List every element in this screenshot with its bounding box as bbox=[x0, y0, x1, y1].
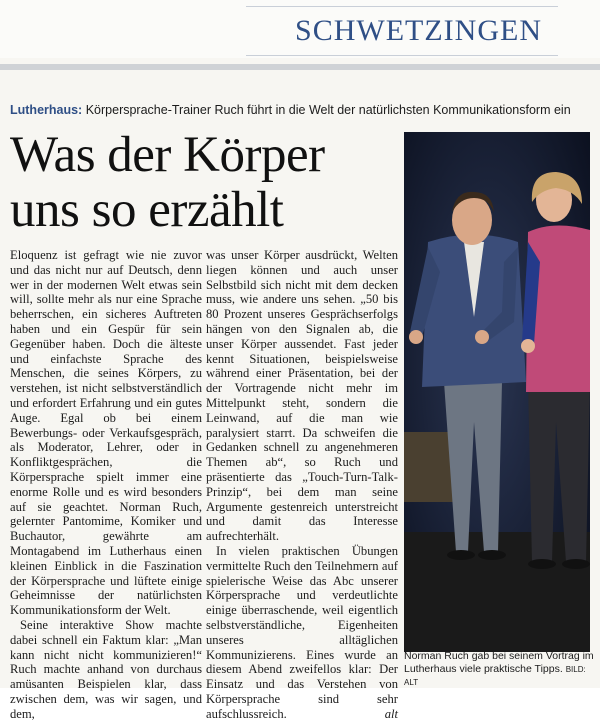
kicker-text: Körpersprache-Trainer Ruch führt in die Welt der natürlichsten Kommunikationsform ein bbox=[82, 103, 571, 117]
section-title: SCHWETZINGEN bbox=[295, 14, 542, 47]
article-headline: Was der Körper uns so erzählt bbox=[10, 127, 325, 238]
paragraph: Seine interaktive Show machte dabei schnell ein Faktum klar: „Man kann nicht nicht kommunizieren!“ Ruch machte anhand von durchaus amüsanten Beispielen klar, dass zwischen dem, was wir sagen, und dem, bbox=[10, 617, 202, 721]
kicker-label: Lutherhaus: bbox=[10, 103, 83, 117]
author-initials: alt bbox=[384, 706, 398, 721]
photo-illustration bbox=[404, 132, 590, 652]
article-column-1 bbox=[10, 248, 202, 722]
caption-text: Norman Ruch gab bei seinem Vortrag im Lutherhaus viele praktische Tipps. bbox=[404, 650, 594, 675]
masthead bbox=[0, 0, 600, 58]
paragraph: was unser Körper ausdrückt, Welten liegen können und auch unser Selbstbild sich nicht mit dem decken muss, wie andere uns sehen. „50 bis 80 Prozent unseres Gesprächserfolgs hängen von den Signalen ab, die unser Körper aussendet. Fast jeder kennt Situationen, beispielsweise während einer Präsentation, bei der der Vortragende nicht mehr im Mittelpunkt steht, sondern die Leinwand, auf die man wie paralysiert starrt. Da schweifen die Gedanken schnell zu angenehmeren Themen ab“, so Ruch und präsentierte das „Touch-Turn-Talk-Prinzip“, bei dem man seine Argumente gestenreich unterstreicht und damit das Interesse aufrechterhält. bbox=[206, 248, 398, 544]
paragraph-text: In vielen praktischen Übungen vermittelte Ruch den Teilnehmern auf spielerische Weise das Abc unserer Körpersprache und verdeutlichte einige überraschende, weil eigentlich selbstverständliche, Eigenheiten unseres alltäglichen Kommunizierens. Eines wurde an diesem Abend zweifellos klar: Der Einsatz und das Verstehen von Körpersprache sind sehr aufschlussreich. bbox=[206, 543, 398, 721]
article-photo bbox=[404, 132, 590, 652]
paragraph-last bbox=[206, 544, 398, 722]
paragraph: Eloquenz ist gefragt wie nie zuvor und das nicht nur auf Deutsch, denn wer in der modernen Welt etwas sein will, sollte mehr als nur eine Sprache beherrschen, ein sicheres Auftreten haben und ein Gespür für sein Gegenüber haben. Doch die älteste und einfachste Sprache des Menschen, die seines Körpers, zu verstehen, ist nicht selbstverständlich und erfordert Erfahrung und ein gutes Auge. Egal ob bei einem Bewerbungs- oder Verkaufsgespräch, als Moderator, Lehrer, oder in Konfliktgesprächen, die Körpersprache spielt immer eine enorme Rolle und es wird besonders auf sie geachtet. Norman Ruch, gelernter Pantomime, Komiker und Buchautor, gewährte am Montagabend im Lutherhaus einen kleinen Einblick in die Faszination der Körpersprache und lüftete einige Geheimnisse der natürlichsten Kommunikationsform der Welt. bbox=[10, 248, 202, 618]
photo-credit: BILD: ALT bbox=[404, 665, 586, 687]
kicker-line bbox=[10, 103, 571, 117]
article-column-2 bbox=[206, 248, 398, 722]
top-rule bbox=[0, 64, 600, 70]
photo-caption bbox=[404, 650, 594, 689]
